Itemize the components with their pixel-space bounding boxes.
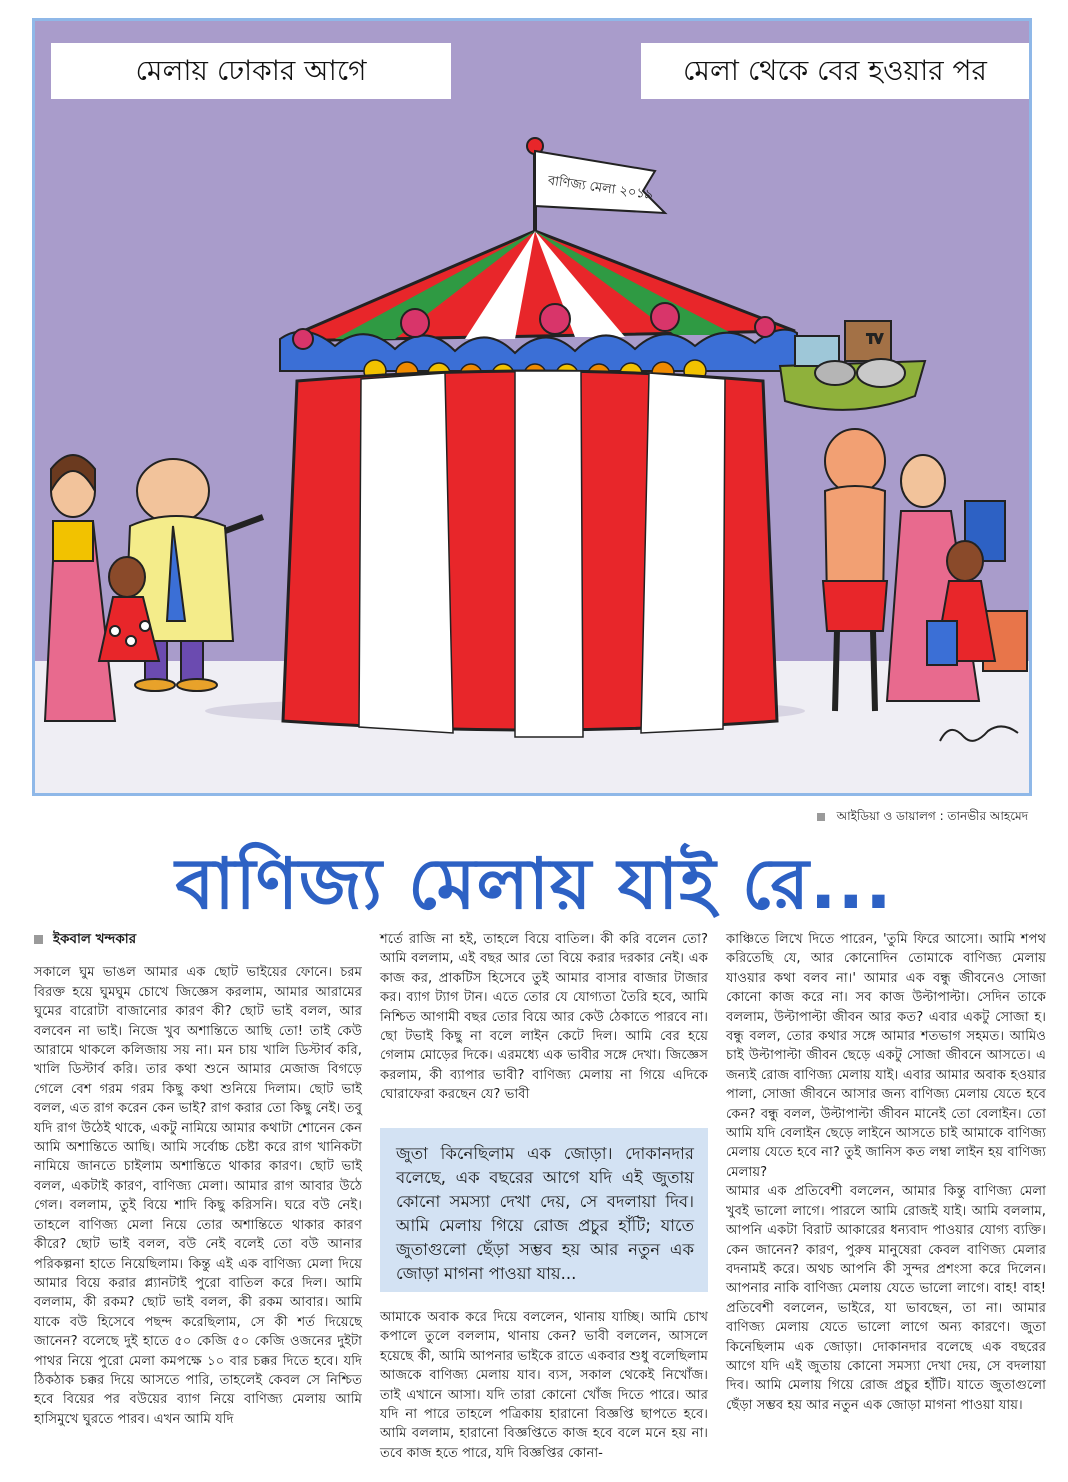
illustration-credit [817,808,1028,828]
flag-text: বাণিজ্য মেলা ২০১৯ [546,173,654,204]
cartoon-drawing [35,21,1032,796]
column-2-bottom-text: আমাকে অবাক করে দিয়ে বললেন, থানায় যাচ্ছি। আমি চোখ কপালে তুলে বললাম, থানায় কেন? ভাবী বললেন, আসলে হয়েছে কী, আমি আপনার ভাইকে রাতে একবার শুধু বলেছিলাম আজকে বাণিজ্য মেলায় যাব। ব্যস, সকাল থেকেই নিখোঁজ। তাই এখানে আসা। যদি তারা কোনো খোঁজ দিতে পারে। আর যদি না পারে তাহলে পত্রিকায় হারানো বিজ্ঞপ্তি ছাপতে হবে। আমি বললাম, হারানো বিজ্ঞপ্তিতে কাজ হবে বলে মনে হয় না। তবে কাজ হতে পারে, যদি বিজ্ঞপ্তির কোনা- [380,1310,708,1461]
caption-before: মেলায় ঢোকার আগে [51,43,451,99]
article-column-2-bottom [380,1308,708,1463]
family-after [780,321,1027,711]
author-name: ইকবাল খন্দকার [53,931,137,947]
tent-roof [280,231,795,341]
credit-name: তানভীর আহমেদ [947,809,1028,823]
column-2-top-text: শর্তে রাজি না হই, তাহলে বিয়ে বাতিল। কী করি বলেন তো? আমি বললাম, এই বছর আর তো বিয়ে করার দরকার নেই। এক কাজ কর, প্রাকটিস হিসেবে তুই আমার বাসার বাজার টাজার কর। ব্যাগ ট্যাগ টান। এতে তোর যে যোগ্যতা তৈরি হবে, আমি নিশ্চিত আগামী বছর তোর বিয়ে আর কেউ ঠেকাতে পারবে না। ছো টভাই কিছু না বলে লাইন কেটে দিল। আমি বের হয়ে গেলাম মোড়ের দিকে। এরমধ্যে এক ভাবীর সঙ্গে দেখা। জিজ্ঞেস করলাম, কী ব্যাপার ভাবী? বাণিজ্য মেলায় না গিয়ে এদিকে ঘোরাফেরা করছেন যে? ভাবী [380,932,708,1103]
article-column-2 [380,930,708,1105]
caption-after: মেলা থেকে বের হওয়ার পর [641,43,1029,99]
article-column-1 [34,930,362,1429]
credit-label: আইডিয়া ও ডায়ালগ : [836,809,948,823]
bullet-square-icon [34,935,43,944]
column-3-text: কাঞ্চিতে লিখে দিতে পারেন, 'তুমি ফিরে আসো। আমি শপথ করিতেছি যে, আর কোনোদিন তোমাকে বাণিজ্য মেলায় যাওয়ার কথা বলব না।' আমার এক বন্ধু জীবনেও সোজা কোনো কাজ করে না। সব কাজ উল্টাপাল্টা। সেদিন তাকে বললাম, উল্টাপাল্টা জীবন আর কত? এবার একটু সোজা হ। বন্ধু বলল, তোর কথার সঙ্গে আমার শতভাগ সহমত। আমিও চাই উল্টাপাল্টা জীবন ছেড়ে একটু সোজা জীবনে আসতে। এ জন্যই রোজ বাণিজ্য মেলায় যাই। এবার আমার অবাক হওয়ার পালা, সোজা জীবনে আসার জন্য বাণিজ্য মেলায় যেতে হবে কেন? বন্ধু বলল, উল্টাপাল্টা জীবন মানেই তো বেলাইন। তো আমি যদি বেলাইন ছেড়ে লাইনে আসতে চাই আমাকে বাণিজ্য মেলায় যেতে হবে না? তুই জানিস কত লম্বা লাইন হয় বাণিজ্য মেলায়? [726,932,1046,1180]
tv-label: TV [867,332,883,346]
column-1-text: সকালে ঘুম ভাঙল আমার এক ছোট ভাইয়ের ফোনে। চরম বিরক্ত হয়ে ঘুমঘুম চোখে জিজ্ঞেস করলাম, আমার আরামের ঘুমের বারোটা বাজানোর কারণ কী? ছোট ভাই বলল, আর বলবেন না ভাই। নিজে খুব অশান্তিতে আছি তো! তাই কেউ আরামে থাকলে কলিজায় সয় না। মন চায় খালি ডিস্টার্ব করি, খালি ডিস্টার্ব করি। তার কথা শুনে আমার মেজাজ বিগড়ে গেলে বেশ গরম গরম কিছু কথা শুনিয়ে দিলাম। ছোট ভাই বলল, এত রাগ করেন কেন ভাই? রাগ করার তো কিছু নেই। তবু যদি রাগ উঠেই থাকে, একটু নামিয়ে আমার কথাটা শোনেন কেন আমি অশান্তিতে আছি। আমি সর্বোচ্চ চেষ্টা করে রাগ খানিকটা নামিয়ে জানতে চাইলাম অশান্তিতে থাকার কারণ। ছোট ভাই বলল, একটাই কারণ, বাণিজ্য মেলা। আমার রাগ আবার উঠে গেল। বললাম, তুই বিয়ে শাদি কিছু করিসনি। ঘরে বউ নেই। তাহলে বাণিজ্য মেলা নিয়ে তোর অশান্তিতে থাকার কারণ কীরে? ছোট ভাই বলল, বউ নেই বলেই তো বউ আনার পরিকল্পনা হাতে নিয়েছিলাম। কিন্তু এই এক বাণিজ্য মেলা দিয়ে আমার বিয়ে করার প্ল্যানটাই পুরো বাতিল করে দিল। আমি বললাম, কী রকম? ছোট ভাই বলল, কী রকম আবার। আমি যাকে বউ হিসেবে পছন্দ করেছিলাম, সে কী শর্ত দিয়েছে জানেন? বলেছে দুই হাতে ৫০ কেজি ৫০ কেজি ওজনের দুইটা পাথর নিয়ে পুরো মেলা কমপক্ষে ১০ বার চক্কর দিতে হবে। যদি ঠিকঠাক চক্কর দিয়ে আসতে পারি, তাহলেই কেবল সে নিশ্চিত হবে বিয়ের পর বউয়ের ব্যাগ নিয়ে বাণিজ্য মেলায় আমি হাসিমুখে ঘুরতে পারব। এখন আমি যদি [34,965,362,1427]
column-3-text-continued: আমার এক প্রতিবেশী বললেন, আমার কিন্তু বাণিজ্য মেলা খুবই ভালো লাগে। পারলে আমি রোজই যাই। আমি বললাম, আপনি একটা বিরাট আকারের ধন্যবাদ পাওয়ার যোগ্য ব্যক্তি। কেন জানেন? কারণ, পুরুষ মানুষেরা কেবল বাণিজ্য মেলার বদনামই করে। অথচ আপনি কী সুন্দর প্রশংসা করে দিলেন। আপনার নাকি বাণিজ্য মেলায় যেতে ভালো লাগে। বাহ! বাহ! প্রতিবেশী বললেন, ভাইরে, যা ভাবছেন, তা না। আমার বাণিজ্য মেলায় যেতে ভালো লাগে অন্য কারণে। জুতা কিনেছিলাম এক জোড়া। দোকানদার বলেছে এক বছরের আগে যদি এই জুতায় কোনো সমস্যা দেখা দেয়, সে বদলায়া দিব। আমি মেলায় গিয়ে রোজ প্রচুর হাঁটি। যাতে জুতাগুলো ছেঁড়া সম্ভব হয় আর নতুন এক জোড়া মাগনা পাওয়া যায়। [726,1184,1046,1413]
pull-quote: জুতা কিনেছিলাম এক জোড়া। দোকানদার বলেছে, এক বছরের আগে যদি এই জুতায় কোনো সমস্যা দেখা দেয়, সে বদলায়া দিব। আমি মেলায় গিয়ে রোজ প্রচুর হাঁটি; যাতে জুতাগুলো ছেঁড়া সম্ভব হয় আর নতুন এক জোড়া মাগনা পাওয়া যায়... [380,1128,708,1292]
cartoon-illustration [32,18,1032,796]
bullet-square-icon [817,813,825,821]
byline [34,930,362,949]
article-headline: বাণিজ্য মেলায় যাই রে... [175,843,893,925]
article-column-3 [726,930,1046,1415]
